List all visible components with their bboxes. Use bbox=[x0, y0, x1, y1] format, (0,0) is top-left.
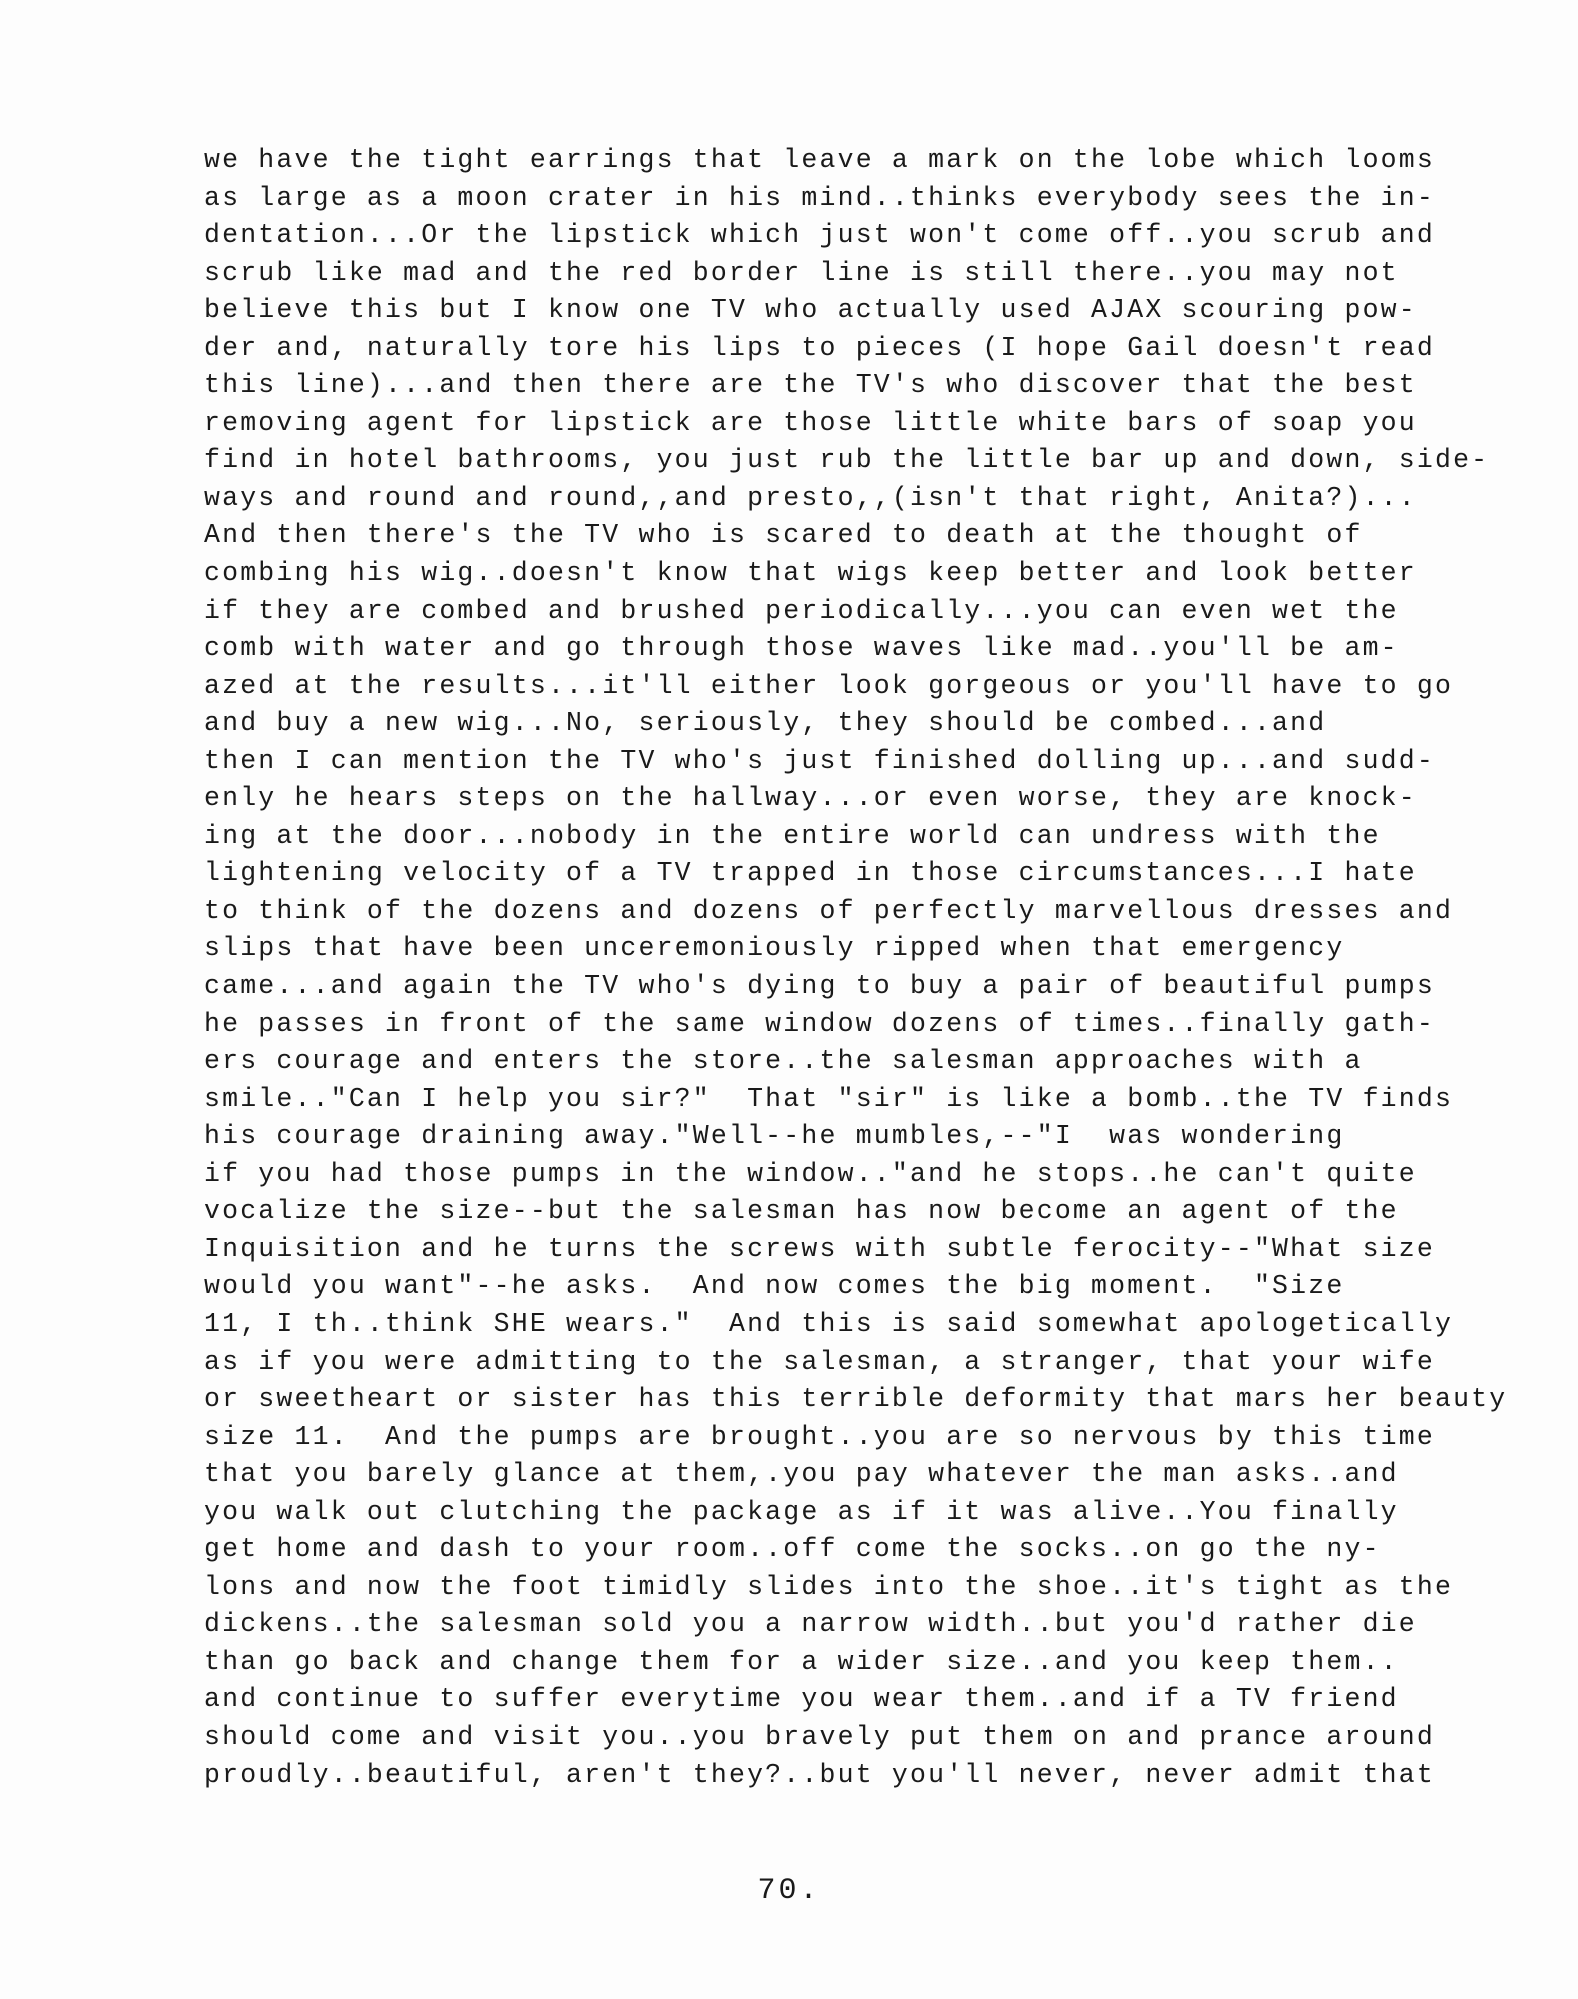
text-line: and continue to suffer everytime you wear them..and if a TV friend bbox=[204, 1684, 1399, 1715]
text-line: proudly..beautiful, aren't they?..but you'll never, never admit that bbox=[204, 1759, 1435, 1790]
text-line: or sweetheart or sister has this terrible deformity that mars her beauty bbox=[204, 1384, 1508, 1415]
text-line: his courage draining away."Well--he mumbles,--"I was wondering bbox=[204, 1121, 1345, 1152]
text-line: find in hotel bathrooms, you just rub the little bar up and down, side- bbox=[204, 445, 1490, 476]
text-line: der and, naturally tore his lips to pieces (I hope Gail doesn't read bbox=[204, 332, 1435, 363]
text-line: lightening velocity of a TV trapped in those circumstances...I hate bbox=[204, 858, 1417, 889]
text-line: dickens..the salesman sold you a narrow width..but you'd rather die bbox=[204, 1609, 1417, 1640]
text-line: as large as a moon crater in his mind..thinks everybody sees the in- bbox=[204, 182, 1435, 213]
text-line: should come and visit you..you bravely put them on and prance around bbox=[204, 1721, 1435, 1752]
text-line: ing at the door...nobody in the entire world can undress with the bbox=[204, 820, 1381, 851]
text-line: we have the tight earrings that leave a mark on the lobe which looms bbox=[204, 145, 1435, 175]
text-line: that you barely glance at them,.you pay whatever the man asks..and bbox=[204, 1459, 1399, 1490]
text-line: lons and now the foot timidly slides into the shoe..it's tight as the bbox=[204, 1571, 1454, 1602]
text-line: if you had those pumps in the window.."and he stops..he can't quite bbox=[204, 1158, 1417, 1189]
text-line: And then there's the TV who is scared to death at the thought of bbox=[204, 520, 1363, 551]
text-line: removing agent for lipstick are those little white bars of soap you bbox=[204, 407, 1417, 438]
text-line: ways and round and round,,and presto,,(isn't that right, Anita?)... bbox=[204, 482, 1417, 513]
page-number: 70. bbox=[757, 1874, 821, 1908]
text-line: Inquisition and he turns the screws with subtle ferocity--"What size bbox=[204, 1233, 1435, 1264]
text-line: to think of the dozens and dozens of perfectly marvellous dresses and bbox=[204, 895, 1454, 926]
text-line: he passes in front of the same window dozens of times..finally gath- bbox=[204, 1008, 1435, 1039]
text-line: and buy a new wig...No, seriously, they should be combed...and bbox=[204, 708, 1327, 739]
text-line: this line)...and then there are the TV's who discover that the best bbox=[204, 370, 1417, 401]
text-line: if they are combed and brushed periodically...you can even wet the bbox=[204, 595, 1399, 626]
text-line: dentation...Or the lipstick which just won't come off..you scrub and bbox=[204, 220, 1435, 251]
text-line: smile.."Can I help you sir?" That "sir" is like a bomb..the TV finds bbox=[204, 1083, 1454, 1114]
text-line: 11, I th..think SHE wears." And this is said somewhat apologetically bbox=[204, 1308, 1454, 1339]
text-line: get home and dash to your room..off come the socks..on go the ny- bbox=[204, 1534, 1381, 1565]
text-line: would you want"--he asks. And now comes the big moment. "Size bbox=[204, 1271, 1345, 1302]
text-line: came...and again the TV who's dying to buy a pair of beautiful pumps bbox=[204, 971, 1435, 1002]
text-line: then I can mention the TV who's just finished dolling up...and sudd- bbox=[204, 745, 1435, 776]
text-line: ers courage and enters the store..the salesman approaches with a bbox=[204, 1046, 1363, 1077]
text-line: scrub like mad and the red border line is still there..you may not bbox=[204, 257, 1399, 288]
text-line: size 11. And the pumps are brought..you are so nervous by this time bbox=[204, 1421, 1435, 1452]
text-line: azed at the results...it'll either look gorgeous or you'll have to go bbox=[204, 670, 1454, 701]
text-line: combing his wig..doesn't know that wigs keep better and look better bbox=[204, 558, 1417, 589]
text-line: enly he hears steps on the hallway...or even worse, they are knock- bbox=[204, 783, 1417, 814]
text-line: vocalize the size--but the salesman has now become an agent of the bbox=[204, 1196, 1399, 1227]
text-line: than go back and change them for a wider size..and you keep them.. bbox=[204, 1646, 1399, 1677]
text-line: slips that have been unceremoniously ripped when that emergency bbox=[204, 933, 1345, 964]
text-line: comb with water and go through those waves like mad..you'll be am- bbox=[204, 633, 1399, 664]
text-line: you walk out clutching the package as if it was alive..You finally bbox=[204, 1496, 1399, 1527]
body-text bbox=[204, 142, 1554, 1794]
text-line: as if you were admitting to the salesman, a stranger, that your wife bbox=[204, 1346, 1435, 1377]
text-line: believe this but I know one TV who actually used AJAX scouring pow- bbox=[204, 295, 1417, 326]
